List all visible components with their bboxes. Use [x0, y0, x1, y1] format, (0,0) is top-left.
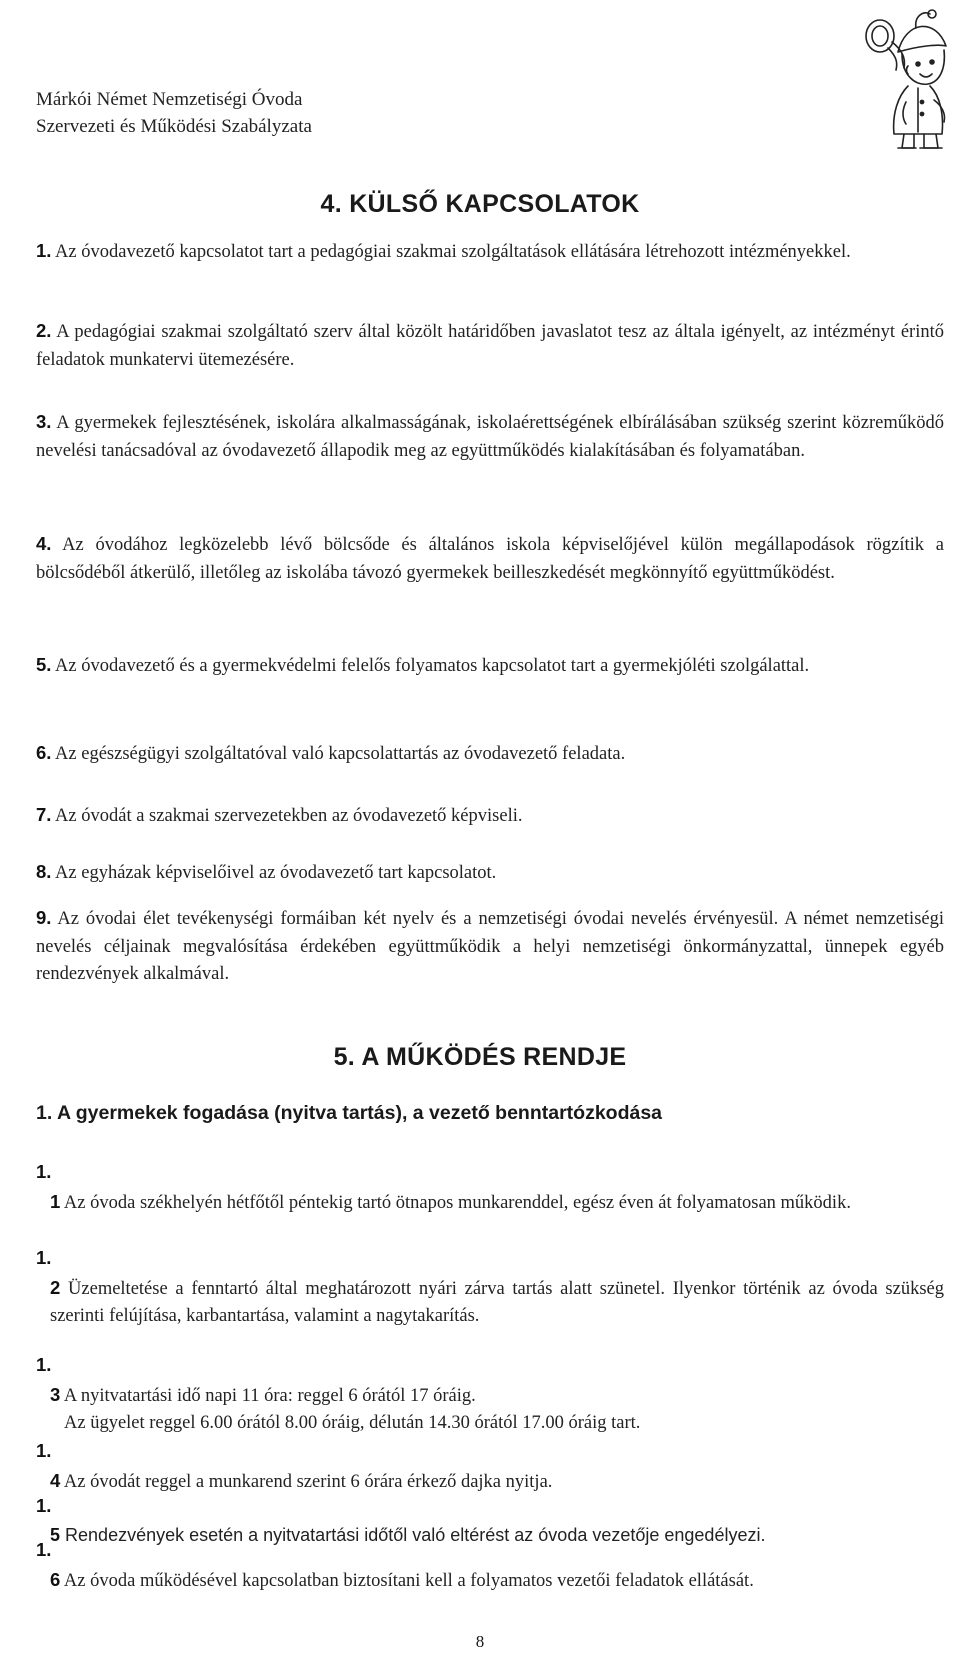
- item-subnumber: 2: [50, 1276, 61, 1298]
- section-4-item-5: [36, 651, 944, 681]
- item-text: Az óvodavezető és a gyermekvédelmi felelős folyamatos kapcsolatot tart a gyermekjóléti szolgálattal.: [55, 656, 810, 676]
- item-number: 1.: [36, 1440, 52, 1461]
- item-number: 4.: [36, 533, 52, 554]
- header-institution: Márkói Német Nemzetiségi Óvoda: [36, 89, 303, 110]
- item-body: [50, 1274, 944, 1331]
- item-subnumber: 3: [50, 1383, 61, 1405]
- item-number: 1.: [36, 1161, 52, 1182]
- section-5-heading: 5. A MŰKÖDÉS RENDJE: [333, 1043, 627, 1071]
- item-text: Üzemeltetése a fenntartó által meghatározott nyári zárva tartás alatt szünetel. Ilyenkor történik az óvoda szükség szerinti felújítása, karbantartása, valamint a nagytakarítás.: [50, 1278, 945, 1326]
- section-4-item-1: [36, 237, 944, 267]
- item-number: 1.: [36, 1495, 52, 1516]
- item-text: Az egyházak képviselőivel az óvodavezető tart kapcsolatot.: [55, 863, 497, 883]
- section-4-item-3: [36, 408, 944, 465]
- item-number: 5.: [36, 654, 52, 675]
- item-text: A nyitvatartási idő napi 11 óra: reggel 6 órától 17 óráig.: [63, 1385, 476, 1406]
- section-5-item-1-4: [36, 1437, 944, 1492]
- item-subnumber: 5: [50, 1524, 61, 1545]
- item-text: Az óvodavezető kapcsolatot tart a pedagógiai szakmai szolgáltatások ellátására létrehozott intézményekkel.: [55, 242, 851, 262]
- section-5-item-1-2: [36, 1244, 945, 1326]
- section-5-item-1-6: [36, 1536, 944, 1591]
- item-text: Az óvoda székhelyén hétfőtől péntekig tartó ötnapos munkarenddel, egész éven át folyamatosan működik.: [63, 1192, 851, 1213]
- item-number: 9.: [36, 907, 52, 928]
- item-number: 1.: [36, 1539, 52, 1560]
- section-5-item-1-1: [36, 1158, 944, 1218]
- item-number: 2.: [36, 320, 52, 341]
- section-4-item-4: [36, 530, 944, 587]
- page-number: 8: [475, 1632, 485, 1651]
- item-text: A gyermekek fejlesztésének, iskolára alkalmasságának, iskolaérettségének elbírálásában szükség szerint közreműködő nevelési tanácsadóval az óvodavezető állapodik meg az együttműködés kialakításában és folyamatában.: [36, 413, 944, 461]
- item-text: Az óvodai élet tevékenységi formáiban két nyelv és a nemzetiségi óvodai nevelés érvényesül. A német nemzetiségi nevelés céljainak megvalósítása érdekében együttműködik a helyi nemzetiségi önkormányzattal, ünnepek egyéb rendezvények alkalmával.: [36, 909, 944, 984]
- item-number: 7.: [36, 804, 52, 825]
- section-4-item-9: [36, 904, 944, 989]
- item-text: Az egészségügyi szolgáltatóval való kapcsolattartás az óvodavezető feladata.: [55, 744, 626, 764]
- section-5-item-1-3: [36, 1351, 944, 1433]
- item-text: Az óvoda működésével kapcsolatban biztosítani kell a folyamatos vezetői feladatok ellátását.: [63, 1570, 754, 1591]
- item-text: Az óvodához legközelebb lévő bölcsőde és általános iskola képviselőjével külön megállapodások rögzítik a bölcsődéből átkerülő, illetőleg az iskolába távozó gyermekek beilleszkedését megkönnyítő együttműködést.: [36, 535, 944, 583]
- section-4-heading: 4. KÜLSŐ KAPCSOLATOK: [320, 190, 640, 218]
- item-number: 1.: [36, 240, 52, 261]
- item-body: [50, 1381, 944, 1438]
- section-5-subheading: 1. A gyermekek fogadása (nyitva tartás), a vezető benntartózkodása: [36, 1102, 663, 1124]
- item-number: 6.: [36, 742, 52, 763]
- child-with-horn-illustration-icon: [858, 6, 954, 156]
- item-text: A pedagógiai szakmai szolgáltató szerv által közölt határidőben javaslatot tesz az általa igényelt, az intézményt érintő feladatok munkatervi ütemezésére.: [36, 322, 944, 370]
- section-4-item-8: [36, 858, 944, 888]
- item-body: [50, 1188, 944, 1218]
- section-4-item-6: [36, 739, 944, 769]
- item-number: 1.: [36, 1247, 52, 1268]
- item-text: Az óvodát a szakmai szervezetekben az óvodavezető képviseli.: [55, 806, 523, 826]
- item-number: 8.: [36, 861, 52, 882]
- item-text: Az óvodát reggel a munkarend szerint 6 órára érkező dajka nyitja.: [63, 1471, 553, 1492]
- item-number: 3.: [36, 411, 52, 432]
- header-document-title: Szervezeti és Működési Szabályzata: [36, 116, 312, 137]
- section-4-item-7: [36, 801, 944, 831]
- item-number: 1.: [36, 1354, 52, 1375]
- section-4-item-2: [36, 317, 944, 374]
- item-subnumber: 1: [50, 1190, 61, 1212]
- item-text-line-2: Az ügyelet reggel 6.00 órától 8.00 óráig, délután 14.30 órától 17.00 óráig tart.: [64, 1413, 641, 1433]
- item-text: Rendezvények esetén a nyitvatartási időtől való eltérést az óvoda vezetője engedélyezi.: [65, 1524, 766, 1545]
- item-body: [50, 1566, 944, 1596]
- item-subnumber: 4: [50, 1469, 61, 1491]
- item-subnumber: 6: [50, 1568, 61, 1590]
- document-header: [36, 86, 312, 140]
- section-5-item-1-5: [36, 1492, 944, 1545]
